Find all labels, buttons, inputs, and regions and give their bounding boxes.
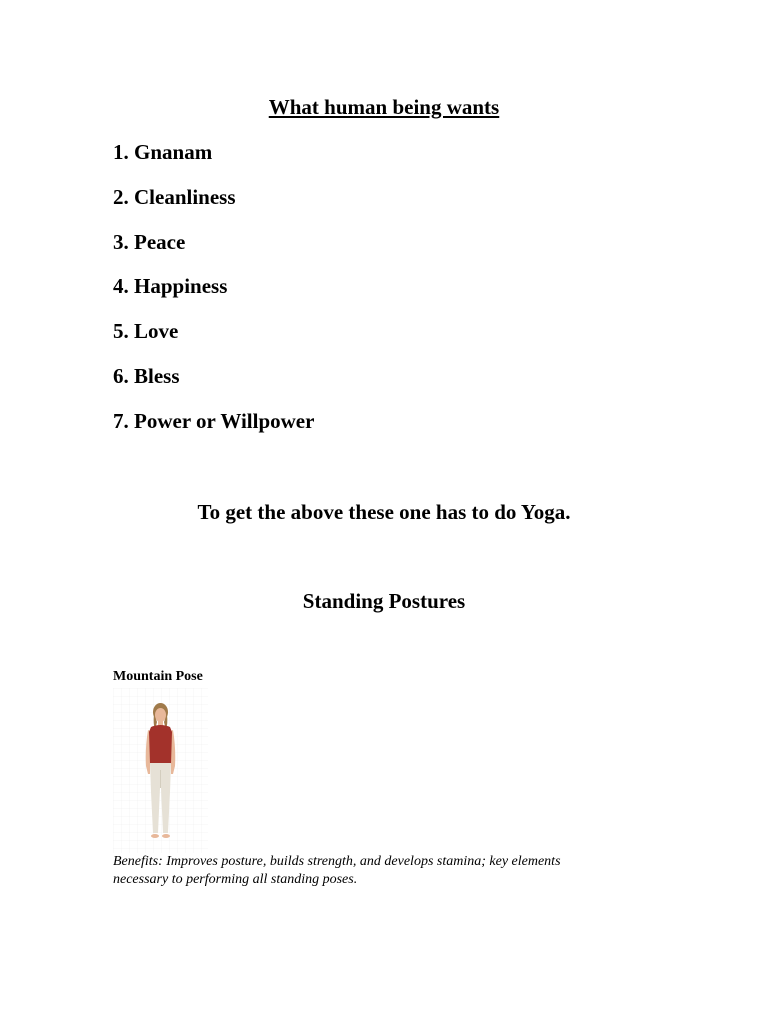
list-item-label: . Power or Willpower [123,408,315,433]
mountain-pose-image [113,688,208,853]
list-item [113,318,314,363]
yoga-statement: To get the above these one has to do Yoga. [197,500,571,524]
list-item-label: . Peace [123,229,186,254]
list-item-number: 1 [113,140,124,164]
list-item-label: . Happiness [123,274,228,299]
pose-title: Mountain Pose [113,669,203,684]
list-item-number: 5 [113,319,124,344]
list-item-number: 3 [113,229,124,254]
list-item-label: . Gnanam [123,140,213,164]
pose-benefits: Benefits: Improves posture, builds strength, and develops stamina; key elements necessary to performing all standing poses. [113,854,561,887]
page-title: What human being wants [268,95,500,119]
list-item [113,273,314,318]
list-item [113,139,314,184]
list-item-label: . Cleanliness [123,184,236,209]
list-item-label: . Love [123,319,179,344]
list-item [113,408,314,453]
list-item-label: . Bless [123,363,180,388]
list-item-number: 6 [113,363,124,388]
list-item-number: 2 [113,184,124,209]
list-item-number: 7 [113,408,124,433]
wants-list [113,139,314,453]
list-item [113,363,314,408]
list-item [113,184,314,229]
list-item-number: 4 [113,274,124,299]
section-title: Standing Postures [302,589,466,613]
standing-woman-figure-icon [113,688,208,853]
list-item [113,229,314,274]
